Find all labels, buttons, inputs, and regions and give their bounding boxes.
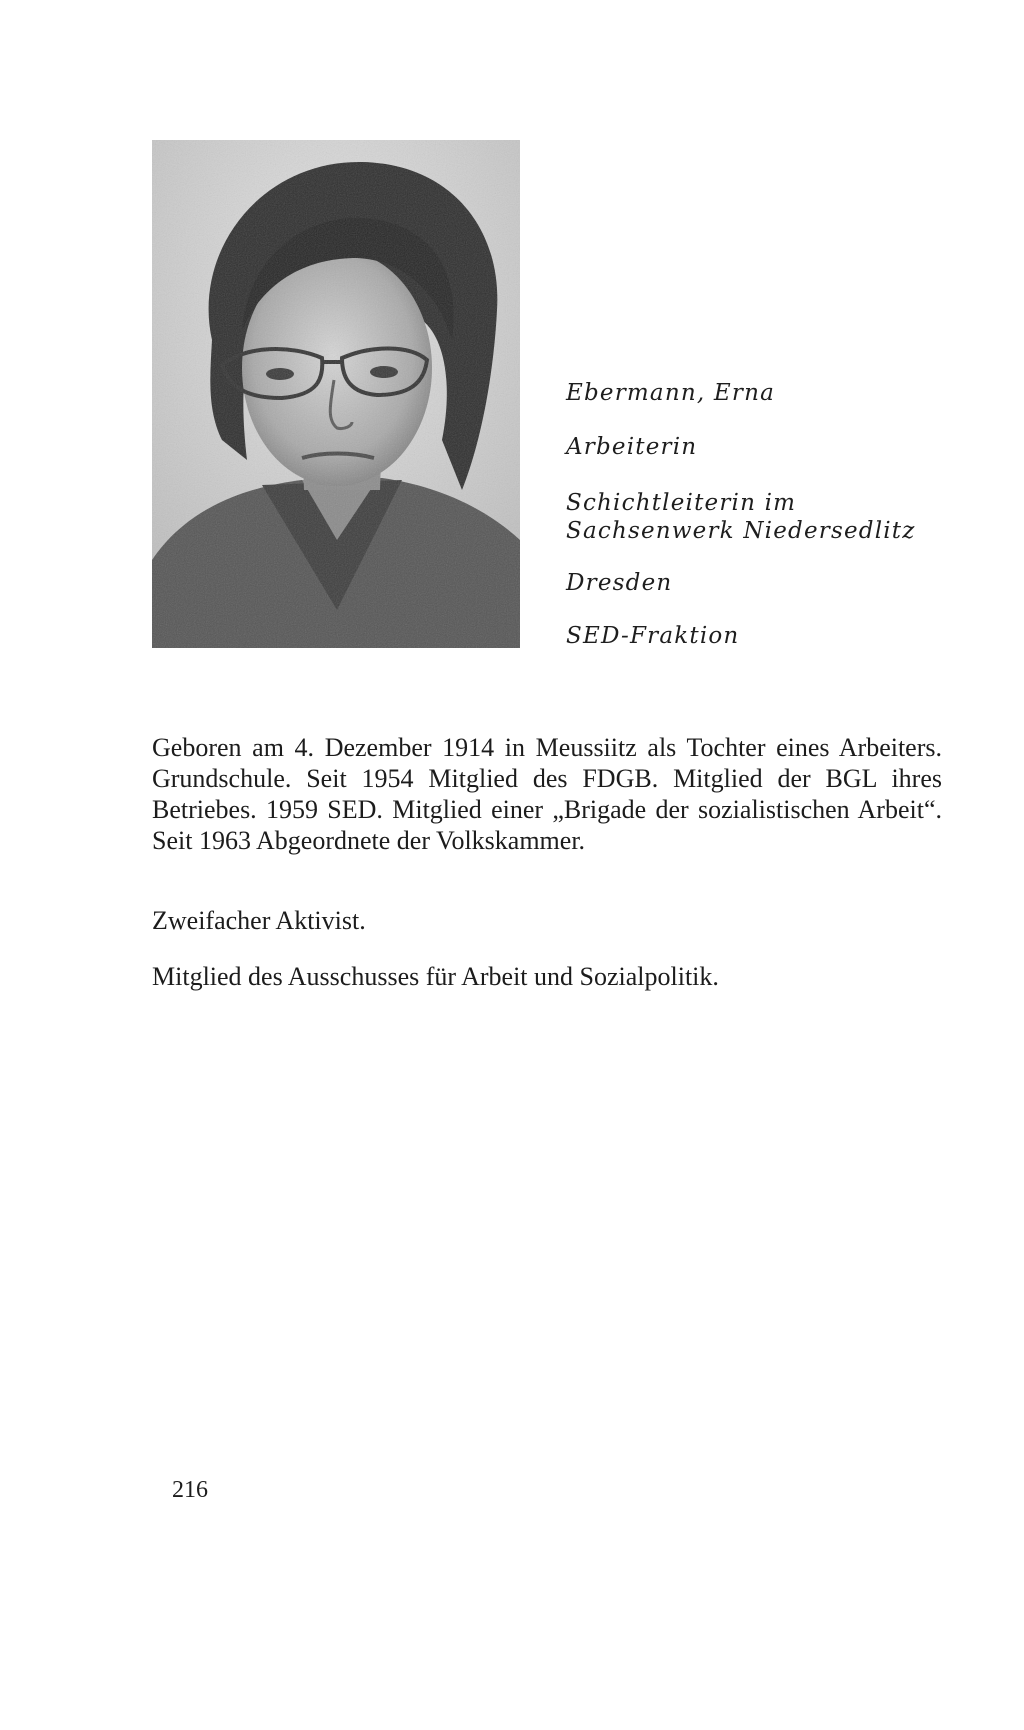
member-position-line-2: Sachsenwerk Niedersedlitz [566, 518, 916, 544]
member-faction: SED-Fraktion [566, 623, 740, 649]
member-name: Ebermann, Erna [566, 380, 775, 406]
biography-paragraph: Geboren am 4. Dezember 1914 in Meussiitz als Tochter eines Arbeiters. Grundschule. Seit 1954 Mitglied des FDGB. Mitglied der BGL ihres Betriebes. 1959 SED. Mitglied einer „Brigade der sozialistischen Arbeit“. Seit 1963 Abgeordnete der Volkskammer. [152, 733, 942, 855]
portrait-image [152, 140, 520, 648]
member-occupation: Arbeiterin [566, 434, 698, 460]
page-number: 216 [172, 1477, 208, 1503]
award-paragraph: Zweifacher Aktivist. [152, 906, 366, 935]
member-position-line-1: Schichtleiterin im [566, 490, 797, 516]
member-place: Dresden [566, 570, 673, 596]
portrait-photo [152, 140, 520, 648]
committee-paragraph: Mitglied des Ausschusses für Arbeit und Sozialpolitik. [152, 962, 719, 991]
biography [152, 732, 942, 856]
